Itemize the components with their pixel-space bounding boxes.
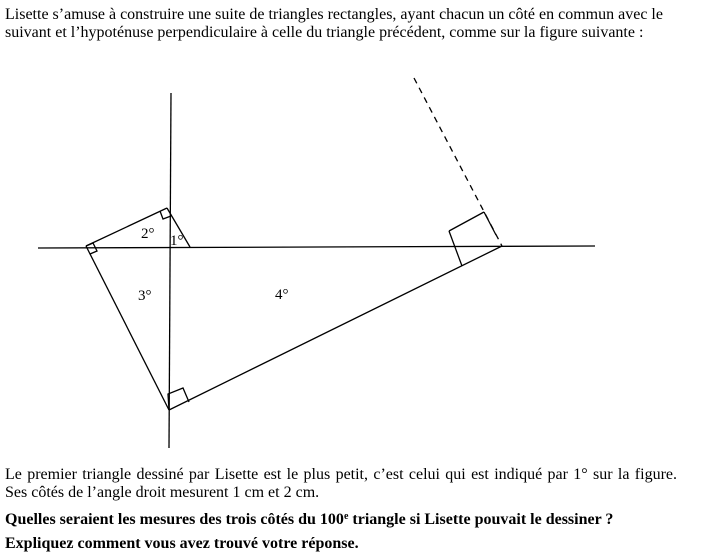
triangle-5-side bbox=[449, 212, 484, 231]
triangle-3-side bbox=[86, 246, 169, 410]
instruction-text: Expliquez comment vous avez trouvé votre réponse. bbox=[5, 535, 359, 552]
right-angle-mark bbox=[484, 212, 496, 235]
question-ordinal-suffix: e bbox=[343, 511, 349, 522]
question-text-start: Quelles seraient les mesures des trois côtés du 100 bbox=[5, 511, 344, 528]
question-text bbox=[5, 511, 613, 529]
right-angle-mark bbox=[168, 388, 189, 410]
label-triangle-4: 4° bbox=[275, 287, 289, 303]
problem-paragraph: Le premier triangle dessiné par Lisette est le plus petit, c’est celui qui est indiqué par 1° sur la figure. Ses côtés de l’angle droit mesurent 1 cm et 2 cm. bbox=[5, 466, 677, 501]
label-triangle-2: 2° bbox=[141, 226, 155, 242]
horizontal-line bbox=[38, 246, 595, 248]
triangle-5-side bbox=[449, 231, 462, 266]
triangle-4-side bbox=[169, 246, 502, 410]
question-text-end: triangle si Lisette pouvait le dessiner ? bbox=[348, 511, 614, 528]
vertical-line bbox=[169, 93, 171, 448]
intro-paragraph: Lisette s’amuse à construire une suite de triangles rectangles, ayant chacun un côté en commun avec le suivant et l’hypoténuse perpendiculaire à celle du triangle précédent, comme sur la figure suivante : bbox=[5, 6, 663, 41]
label-triangle-1: 1° bbox=[170, 233, 184, 249]
triangle-2-side bbox=[86, 208, 167, 246]
label-triangle-3: 3° bbox=[138, 288, 152, 304]
